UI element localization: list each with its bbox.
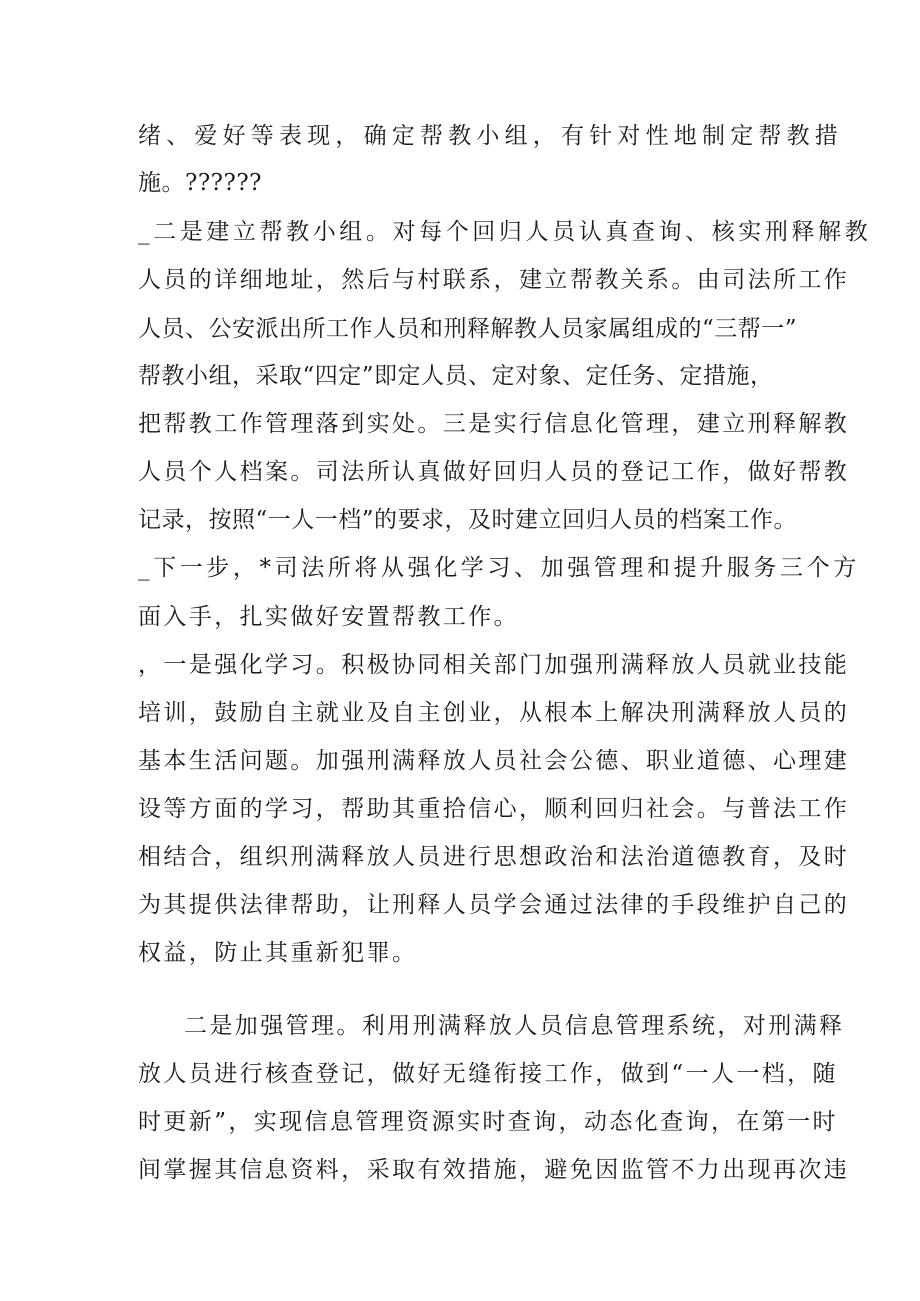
text-line: 面入手，扎实做好安置帮教工作。 [138, 604, 519, 630]
text-line: 基本生活问题。加强刑满释放人员社会公德、职业道德、心理建 [138, 748, 850, 774]
text-line: _二是建立帮教小组。对每个回归人员认真查询、核实刑释解教 [138, 219, 872, 245]
text-line: 为其提供法律帮助，让刑释人员学会通过法律的手段维护自己的 [138, 892, 850, 918]
text-line: 人员的详细地址，然后与村联系，建立帮教关系。由司法所工作 [138, 267, 850, 293]
text-line: 帮教小组，采取“四定”即定人员、定对象、定任务、定措施， [138, 363, 774, 389]
text-line: 培训，鼓励自主就业及自主创业，从根本上解决刑满释放人员的 [138, 700, 850, 726]
text-line: 间掌握其信息资料，采取有效措施，避免因监管不力出现再次违 [138, 1157, 850, 1183]
text-line: 把帮教工作管理落到实处。三是实行信息化管理，建立刑释解教 [138, 411, 850, 437]
text-line: 相结合，组织刑满释放人员进行思想政治和法治道德教育，及时 [138, 844, 850, 870]
text-line: 人员个人档案。司法所认真做好回归人员的登记工作，做好帮教 [138, 459, 850, 485]
text-line: _下一步，*司法所将从强化学习、加强管理和提升服务三个方 [138, 555, 860, 581]
text-line: ，一是强化学习。积极协同相关部门加强刑满释放人员就业技能 [138, 652, 850, 678]
text-line: 人员、公安派出所工作人员和刑释解教人员家属组成的“三帮一” [138, 316, 798, 342]
text-line: 放人员进行核查登记，做好无缝衔接工作，做到“一人一档，随 [138, 1061, 838, 1087]
text-line: 绪、爱好等表现，确定帮教小组，有针对性地制定帮教措 [138, 123, 843, 149]
text-line: 权益，防止其重新犯罪。 [138, 940, 418, 966]
text-line: 施。?????? [138, 170, 262, 196]
text-line: 时更新”，实现信息管理资源实时查询，动态化查询，在第一时 [138, 1109, 838, 1135]
text-line: 记录，按照“一人一档”的要求，及时建立回归人员的档案工作。 [138, 507, 798, 533]
text-line: 二是加强管理。利用刑满释放人员信息管理系统，对刑满释 [184, 1013, 845, 1039]
text-line: 设等方面的学习，帮助其重拾信心，顺利回归社会。与普法工作 [138, 796, 850, 822]
